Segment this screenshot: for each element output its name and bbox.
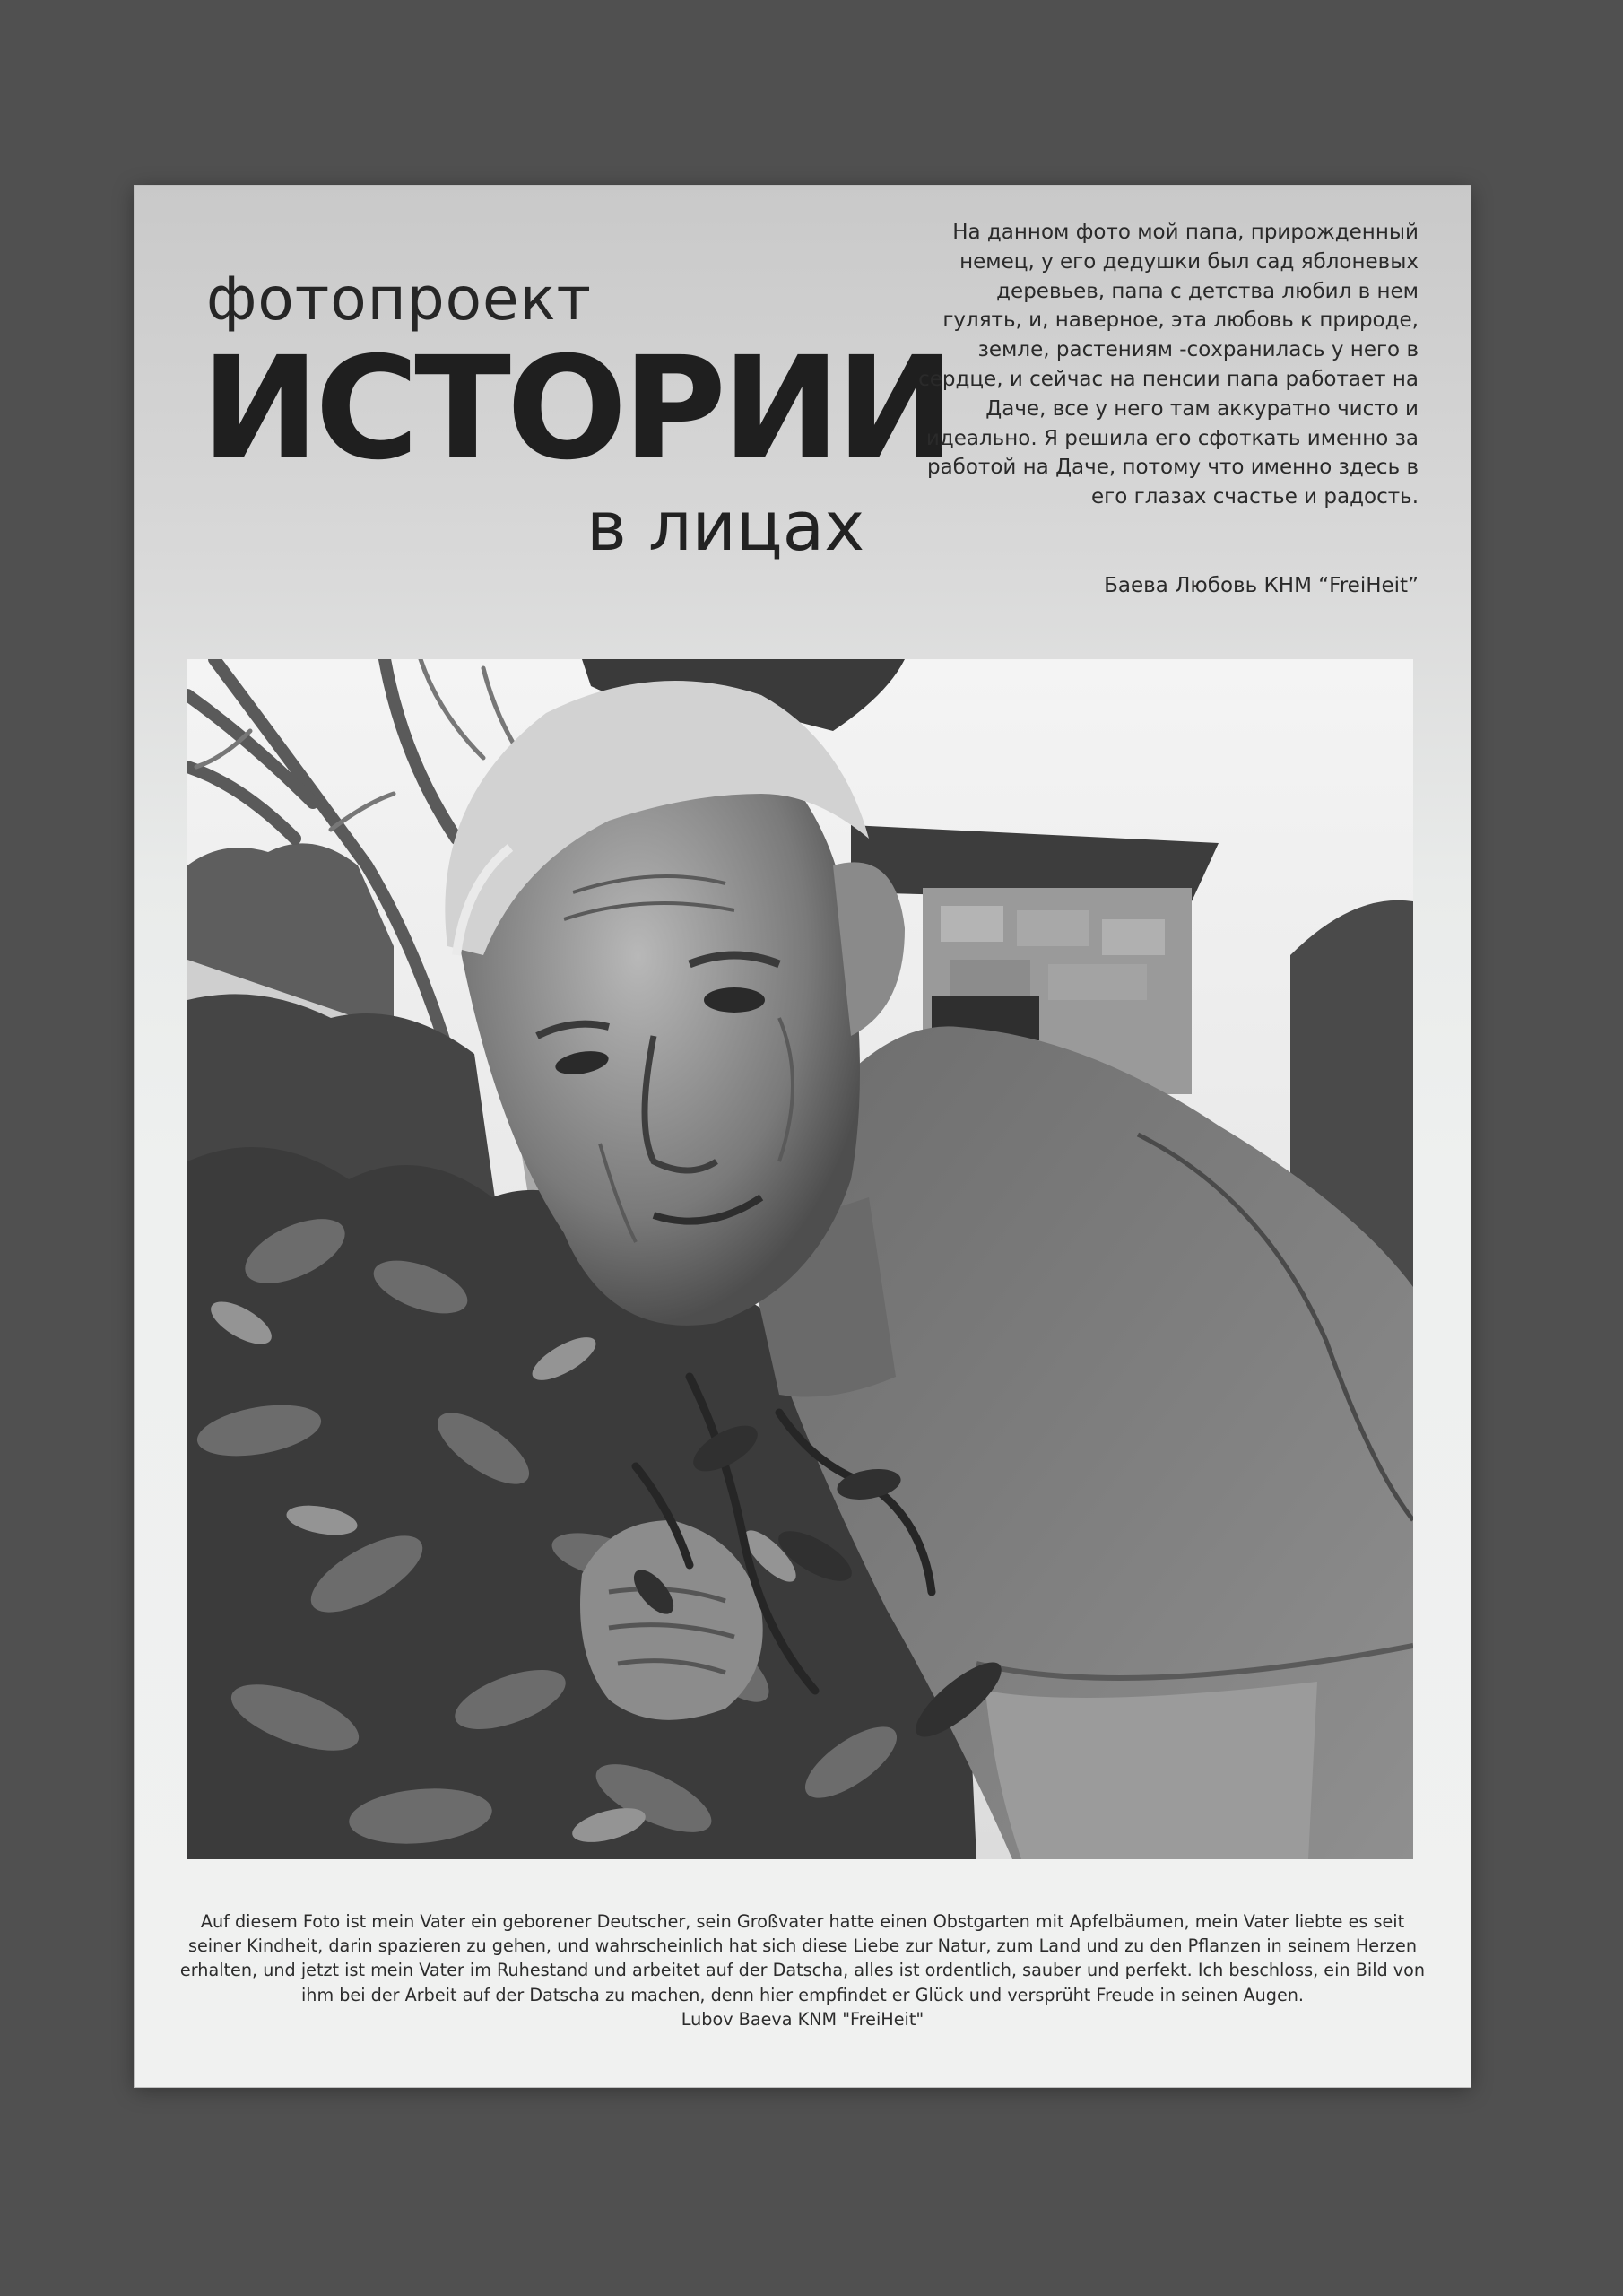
russian-credit: Баева Любовь КНМ “FreiHeit” <box>1104 574 1419 597</box>
poster-subtitle: в лицах <box>586 486 865 566</box>
russian-description: На данном фото мой папа, прирожденный немец, у его дедушки был сад яблоневых деревьев, папа с детства любил в нем гулять, и, наверное, эта любовь к природе, земле, растениям -сохранилась у него в сердце, и сейчас на пенсии папа работает на Даче, все у него там аккуратно чисто и идеально. Я решила его сфоткать именно за работой на Даче, потому что именно здесь в его глазах счастье и радость. <box>918 221 1419 509</box>
german-credit: Lubov Baeva KNM "FreiHeit" <box>681 2008 924 2030</box>
portrait-photo <box>187 659 1413 1859</box>
german-description-text: Auf diesem Foto ist mein Vater ein geborener Deutscher, sein Großvater hatte einen Obstgarten mit Apfelbäumen, mein Vater liebte es seit seiner Kindheit, darin spazieren zu gehen, und wahrscheinlich hat sich diese Liebe zur Natur, zum Land und zu den Pflanzen in seinem Herzen erhalten, und jetzt ist mein Vater im Ruhestand und arbeitet auf der Datscha, alles ist ordentlich, sauber und perfekt. Ich beschloss, ein Bild von ihm bei der Arbeit auf der Datscha zu machen, denn hier empfindet er Glück und versprüht Freude in seinen Augen. <box>179 1911 1426 2005</box>
poster-title: ИСТОРИИ <box>201 326 950 491</box>
poster <box>135 186 1471 2087</box>
poster-kicker: фотопроект <box>206 265 592 334</box>
german-description <box>179 1909 1426 2031</box>
